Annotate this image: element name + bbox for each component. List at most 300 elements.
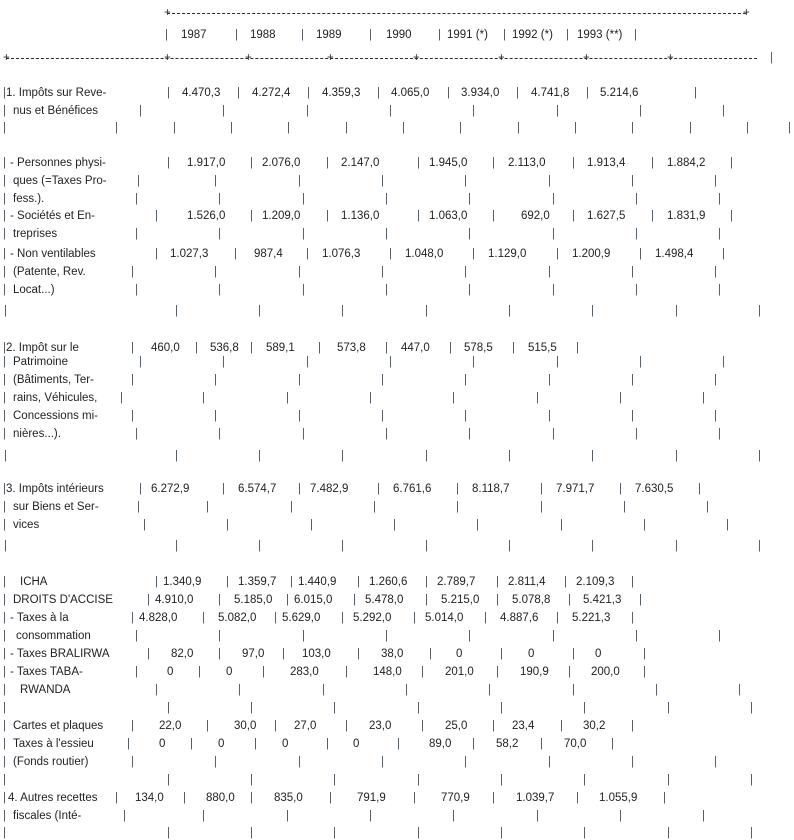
table-value: 1.209,0 [262, 210, 301, 222]
pipe-separator: | [464, 374, 467, 386]
pipe-separator: | [3, 410, 6, 422]
pipe-separator: | [456, 483, 459, 495]
pipe-separator: | [698, 483, 701, 495]
pipe-separator: | [556, 356, 559, 368]
pipe-separator: | [3, 519, 6, 531]
pipe-separator: | [651, 157, 654, 169]
pipe-separator: | [131, 266, 134, 278]
pipe-separator: | [702, 392, 705, 404]
pipe-separator: | [568, 594, 571, 606]
pipe-separator: | [500, 648, 503, 660]
pipe-separator: | [718, 228, 721, 240]
pipe-separator: | [583, 827, 586, 839]
pipe-separator: | [631, 720, 634, 732]
pipe-separator: | [611, 738, 614, 750]
pipe-separator: | [127, 738, 130, 750]
pipe-separator: | [202, 392, 205, 404]
pipe-separator: | [631, 266, 634, 278]
pipe-separator: | [583, 702, 586, 714]
pipe-separator: | [381, 756, 384, 768]
pipe-separator: | [385, 193, 388, 205]
pipe-separator: | [689, 122, 692, 134]
pipe-separator: | [552, 428, 555, 440]
row-label: - Taxes à la [10, 612, 69, 624]
pipe-separator: | [298, 175, 301, 187]
table-value: 791,9 [357, 792, 386, 804]
pipe-separator: | [512, 342, 515, 354]
table-value: 1.039,7 [516, 792, 555, 804]
pipe-separator: | [3, 612, 6, 624]
pipe-separator: | [329, 792, 332, 804]
pipe-separator: | [438, 29, 441, 41]
pipe-separator: | [393, 519, 396, 531]
pipe-separator: | [447, 87, 450, 99]
table-value: 5.082,0 [218, 612, 257, 624]
table-value: 134,0 [135, 792, 164, 804]
pipe-separator: | [496, 666, 499, 678]
row-label: sur Biens et Ser- [13, 501, 99, 513]
pipe-separator: | [730, 157, 733, 169]
pipe-separator: | [385, 284, 388, 296]
pipe-separator: | [155, 576, 158, 588]
table-value: 692,0 [521, 210, 550, 222]
plus-joint: + [164, 52, 171, 64]
table-value: 82,0 [171, 648, 194, 660]
pipe-separator: | [591, 450, 594, 462]
pipe-separator: | [639, 105, 642, 117]
pipe-separator: | [425, 576, 428, 588]
pipe-separator: | [258, 305, 261, 317]
table-line [0, 683, 794, 697]
pipe-separator: | [173, 122, 176, 134]
year-label: 1988 [250, 29, 276, 41]
table-value: 3.934,0 [461, 87, 500, 99]
table-value: 4.741,8 [531, 87, 570, 99]
pipe-separator: | [262, 666, 265, 678]
row-label: (Fonds routier) [13, 756, 89, 768]
table-value: 8.118,7 [472, 483, 510, 495]
pipe-separator: | [131, 720, 134, 732]
pipe-separator: | [302, 193, 305, 205]
pipe-separator: | [583, 774, 586, 786]
table-rule-line [0, 6, 794, 20]
pipe-separator: | [301, 29, 304, 41]
pipe-separator: | [576, 342, 579, 354]
pipe-separator: | [4, 305, 7, 317]
pipe-separator: | [3, 666, 6, 678]
table-value: 1.627,5 [587, 210, 626, 222]
table-line [0, 791, 794, 805]
year-label: 1993 (**) [577, 29, 623, 41]
table-line [0, 104, 794, 118]
row-label: (Bâtiments, Ter- [13, 374, 94, 386]
pipe-separator: | [516, 87, 519, 99]
pipe-separator: | [472, 738, 475, 750]
table-value: 1.129,0 [488, 248, 527, 260]
pipe-separator: | [155, 684, 158, 696]
pipe-separator: | [663, 792, 666, 804]
pipe-separator: | [3, 248, 6, 260]
pipe-separator: | [402, 122, 405, 134]
pipe-separator: | [167, 827, 170, 839]
pipe-separator: | [333, 827, 336, 839]
table-line [0, 593, 794, 607]
pipe-separator: | [3, 684, 6, 696]
pipe-separator: | [758, 540, 761, 552]
pipe-separator: | [508, 450, 511, 462]
pipe-separator: | [3, 702, 6, 714]
pipe-separator: | [290, 501, 293, 513]
table-value: 23,0 [369, 720, 392, 732]
table-value: 2.113,0 [508, 157, 546, 169]
table-line [0, 611, 794, 625]
pipe-separator: | [143, 519, 146, 531]
pipe-separator: | [135, 666, 138, 678]
table-line [0, 283, 794, 297]
table-line [0, 247, 794, 261]
table-value: 5.292,0 [353, 612, 392, 624]
pipe-separator: | [556, 105, 559, 117]
pipe-separator: | [286, 392, 289, 404]
table-value: 0 [595, 648, 602, 660]
table-value: 0 [353, 738, 360, 750]
pipe-separator: | [307, 87, 310, 99]
pipe-separator: | [492, 210, 495, 222]
table-value: 4.272,4 [252, 87, 291, 99]
pipe-separator: | [3, 738, 6, 750]
table-value: 1.831,9 [667, 210, 706, 222]
pipe-separator: | [3, 594, 6, 606]
pipe-separator: | [310, 519, 313, 531]
table-line [0, 701, 794, 715]
pipe-separator: | [377, 483, 380, 495]
pipe-separator: | [694, 87, 697, 99]
pipe-separator: | [623, 501, 626, 513]
table-value: 5.215,0 [441, 594, 480, 606]
row-label: treprises [13, 228, 58, 240]
table-line [0, 575, 794, 589]
pipe-separator: | [385, 228, 388, 240]
pipe-separator: | [222, 483, 225, 495]
table-value: 835,0 [274, 792, 303, 804]
table-line [0, 500, 794, 514]
pipe-separator: | [639, 356, 642, 368]
table-value: 1.063,0 [429, 210, 468, 222]
pipe-separator: | [302, 284, 305, 296]
pipe-separator: | [322, 684, 325, 696]
pipe-separator: | [472, 105, 475, 117]
year-label: 1989 [316, 29, 342, 41]
pipe-separator: | [718, 630, 721, 642]
table-value: 1.945,0 [429, 157, 468, 169]
pipe-separator: | [345, 666, 348, 678]
pipe-separator: | [326, 210, 329, 222]
pipe-separator: | [417, 157, 420, 169]
plus-joint: + [498, 52, 505, 64]
row-label: - Personnes physi- [10, 157, 106, 169]
pipe-separator: | [722, 356, 725, 368]
pipe-separator: | [591, 305, 594, 317]
table-value: 30,2 [583, 720, 606, 732]
pipe-separator: | [508, 305, 511, 317]
pipe-separator: | [574, 122, 577, 134]
pipe-separator: | [3, 392, 6, 404]
pipe-separator: | [492, 792, 495, 804]
pipe-separator: | [3, 122, 6, 134]
pipe-separator: | [464, 175, 467, 187]
table-value: 148,0 [373, 666, 402, 678]
row-label: vices [13, 519, 40, 531]
pipe-separator: | [667, 702, 670, 714]
pipe-separator: | [464, 266, 467, 278]
pipe-separator: | [421, 720, 424, 732]
table-line [0, 391, 794, 405]
table-value: 589,1 [266, 342, 295, 354]
pipe-separator: | [341, 450, 344, 462]
pipe-separator: | [345, 122, 348, 134]
table-value: 7.630,5 [635, 483, 674, 495]
pipe-separator: | [714, 756, 717, 768]
pipe-separator: | [287, 122, 290, 134]
pipe-separator: | [425, 450, 428, 462]
pipe-separator: | [250, 157, 253, 169]
pipe-separator: | [540, 483, 543, 495]
pipe-separator: | [385, 428, 388, 440]
table-line [0, 719, 794, 733]
table-line [0, 304, 794, 318]
pipe-separator: | [468, 630, 471, 642]
pipe-separator: | [464, 410, 467, 422]
table-value: 7.482,9 [310, 483, 349, 495]
pipe-separator: | [540, 738, 543, 750]
pipe-separator: | [651, 210, 654, 222]
pipe-separator: | [468, 428, 471, 440]
pipe-separator: | [237, 87, 240, 99]
pipe-separator: | [373, 501, 376, 513]
pipe-separator: | [369, 810, 372, 822]
pipe-separator: | [306, 105, 309, 117]
pipe-separator: | [222, 356, 225, 368]
table-value: 0 [528, 648, 535, 660]
table-value: 1.917,0 [187, 157, 226, 169]
plus-joint: + [327, 52, 334, 64]
row-label: - Non ventilables [10, 248, 96, 260]
pipe-separator: | [115, 792, 118, 804]
table-value: 201,0 [445, 666, 474, 678]
pipe-separator: | [218, 594, 221, 606]
pipe-separator: | [3, 576, 6, 588]
table-value: 5.629,0 [282, 612, 321, 624]
pipe-separator: | [508, 540, 511, 552]
table-value: 200,0 [591, 666, 620, 678]
pipe-separator: | [619, 392, 622, 404]
table-value: 0 [218, 738, 225, 750]
pipe-separator: | [635, 228, 638, 240]
pipe-separator: | [238, 684, 241, 696]
table-value: 1.913,4 [587, 157, 626, 169]
row-label: - Taxes TABA- [10, 666, 83, 678]
pipe-separator: | [452, 392, 455, 404]
row-label: 4. Autres recettes [8, 792, 98, 804]
table-value: 70,0 [564, 738, 587, 750]
pipe-separator: | [274, 612, 277, 624]
pipe-separator: | [464, 756, 467, 768]
pipe-separator: | [155, 248, 158, 260]
pipe-separator: | [167, 774, 170, 786]
pipe-separator: | [540, 501, 543, 513]
pipe-separator: | [3, 756, 6, 768]
pipe-separator: | [137, 175, 140, 187]
pipe-separator: | [139, 105, 142, 117]
table-line [0, 737, 794, 751]
pipe-separator: | [3, 374, 6, 386]
pipe-separator: | [718, 193, 721, 205]
table-value: 1.498,4 [655, 248, 694, 260]
year-label: 1990 [386, 29, 412, 41]
pipe-separator: | [139, 356, 142, 368]
pipe-separator: | [667, 827, 670, 839]
row-label: - Sociétés et En- [10, 210, 96, 222]
pipe-separator: | [286, 594, 289, 606]
pipe-separator: | [468, 228, 471, 240]
pipe-separator: | [572, 648, 575, 660]
year-label: 1991 (*) [447, 29, 488, 41]
pipe-separator: | [702, 810, 705, 822]
pipe-separator: | [326, 157, 329, 169]
table-value: 2.109,3 [576, 576, 615, 588]
pipe-separator: | [3, 193, 6, 205]
pipe-separator: | [385, 630, 388, 642]
pipe-separator: | [496, 594, 499, 606]
pipe-separator: | [568, 666, 571, 678]
pipe-separator: | [738, 684, 741, 696]
pipe-separator: | [282, 648, 285, 660]
table-line [0, 629, 794, 643]
pipe-separator: | [556, 612, 559, 624]
pipe-separator: | [718, 284, 721, 296]
pipe-separator: | [631, 612, 634, 624]
table-value: 4.887,6 [500, 612, 539, 624]
pipe-separator: | [548, 374, 551, 386]
pipe-separator: | [147, 594, 150, 606]
pipe-separator: | [218, 428, 221, 440]
pipe-separator: | [417, 702, 420, 714]
pipe-separator: | [306, 356, 309, 368]
pipe-separator: | [536, 392, 539, 404]
table-line [0, 665, 794, 679]
pipe-separator: | [726, 519, 729, 531]
table-value: 1.048,0 [405, 248, 444, 260]
pipe-separator: | [250, 774, 253, 786]
pipe-separator: | [131, 756, 134, 768]
table-value: 1.884,2 [667, 157, 706, 169]
pipe-separator: | [631, 374, 634, 386]
pipe-separator: | [631, 410, 634, 422]
pipe-separator: | [230, 122, 233, 134]
dashed-rule [167, 13, 746, 14]
table-value: 4.910,0 [155, 594, 194, 606]
pipe-separator: | [135, 228, 138, 240]
pipe-separator: | [333, 774, 336, 786]
table-line [0, 518, 794, 532]
pipe-separator: | [175, 305, 178, 317]
pipe-separator: | [472, 248, 475, 260]
pipe-separator: | [326, 738, 329, 750]
pipe-separator: | [206, 501, 209, 513]
pipe-separator: | [235, 29, 238, 41]
pipe-separator: | [3, 501, 6, 513]
pipe-separator: | [183, 792, 186, 804]
row-label: (Patente, Rev. [13, 266, 86, 278]
pipe-separator: | [492, 157, 495, 169]
pipe-separator: | [619, 810, 622, 822]
pipe-separator: | [643, 666, 646, 678]
pipe-separator: | [643, 519, 646, 531]
pipe-separator: | [722, 105, 725, 117]
table-value: 5.421,3 [583, 594, 622, 606]
table-value: 5.214,6 [600, 87, 639, 99]
pipe-separator: | [353, 594, 356, 606]
pipe-separator: | [167, 702, 170, 714]
table-value: 103,0 [302, 648, 331, 660]
pipe-separator: | [417, 774, 420, 786]
pipe-separator: | [576, 792, 579, 804]
pipe-separator: | [714, 266, 717, 278]
row-label: ques (=Taxes Pro- [13, 175, 107, 187]
pipe-separator: | [214, 374, 217, 386]
pipe-separator: | [306, 248, 309, 260]
table-line [0, 373, 794, 387]
pipe-separator: | [492, 720, 495, 732]
row-label: ICHA [20, 576, 48, 588]
pipe-separator: | [147, 648, 150, 660]
pipe-separator: | [631, 756, 634, 768]
pipe-separator: | [468, 193, 471, 205]
pipe-separator: | [254, 738, 257, 750]
pipe-separator: | [472, 356, 475, 368]
table-value: 1.027,3 [170, 248, 209, 260]
pipe-separator: | [333, 702, 336, 714]
row-label: RWANDA [20, 684, 71, 696]
table-value: 770,9 [441, 792, 470, 804]
table-value: 25,0 [445, 720, 468, 732]
plus-joint: + [413, 52, 420, 64]
pipe-separator: | [397, 738, 400, 750]
pipe-separator: | [586, 87, 589, 99]
pipe-separator: | [417, 210, 420, 222]
table-value: 573,8 [337, 342, 366, 354]
pipe-separator: | [484, 612, 487, 624]
table-value: 5.078,8 [512, 594, 551, 606]
pipe-separator: | [135, 284, 138, 296]
table-value: 27,0 [294, 720, 317, 732]
pipe-separator: | [500, 774, 503, 786]
table-value: 1.359,7 [238, 576, 277, 588]
table-value: 4.359,3 [322, 87, 361, 99]
row-label: nus et Bénéfices [13, 105, 99, 117]
row-label: fiscales (Inté- [13, 810, 82, 822]
pipe-separator: | [758, 450, 761, 462]
pipe-separator: | [706, 501, 709, 513]
pipe-separator: | [548, 175, 551, 187]
pipe-separator: | [218, 630, 221, 642]
pipe-separator: | [425, 540, 428, 552]
table-value: 0 [226, 666, 233, 678]
table-value: 987,4 [254, 248, 283, 260]
table-line [0, 156, 794, 170]
pipe-separator: | [115, 122, 118, 134]
table-line [0, 809, 794, 823]
